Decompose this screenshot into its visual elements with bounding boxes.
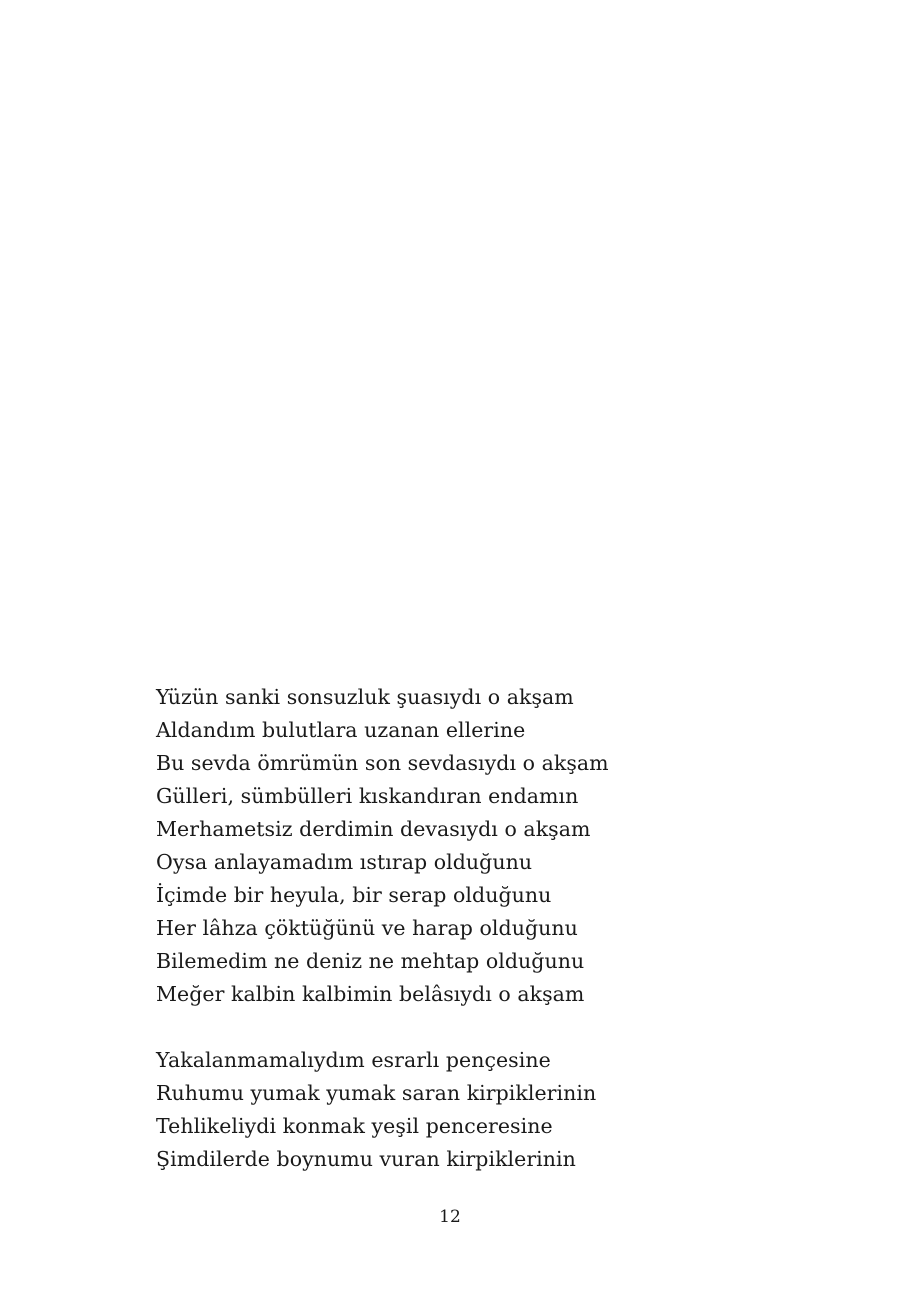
- page-number: 12: [439, 1207, 461, 1227]
- poem-line: Meğer kalbin kalbimin belâsıydı o akşam: [156, 982, 585, 1006]
- poem-line: Tehlikeliydi konmak yeşil penceresine: [156, 1114, 553, 1138]
- poem-line: Oysa anlayamadım ıstırap olduğunu: [156, 850, 533, 874]
- poem-line: Yüzün sanki sonsuzluk şuasıydı o akşam: [156, 685, 574, 709]
- stanza-2: [156, 1044, 856, 1176]
- poem-line: Gülleri, sümbülleri kıskandıran endamın: [156, 784, 579, 808]
- poem-line: Ruhumu yumak yumak saran kirpiklerinin: [156, 1081, 597, 1105]
- poem-line: Her lâhza çöktüğünü ve harap olduğunu: [156, 916, 578, 940]
- poem-line: Bilemedim ne deniz ne mehtap olduğunu: [156, 949, 585, 973]
- poem-line: Bu sevda ömrümün son sevdasıydı o akşam: [156, 751, 609, 775]
- poem-body: [156, 681, 856, 1176]
- poem-line: Merhametsiz derdimin devasıydı o akşam: [156, 817, 591, 841]
- stanza-1: [156, 681, 856, 1011]
- poem-line: Yakalanmamalıydım esrarlı pençesine: [156, 1048, 551, 1072]
- poem-line: İçimde bir heyula, bir serap olduğunu: [156, 883, 552, 907]
- poem-line: Şimdilerde boynumu vuran kirpiklerinin: [156, 1147, 576, 1171]
- poem-line: Aldandım bulutlara uzanan ellerine: [156, 718, 526, 742]
